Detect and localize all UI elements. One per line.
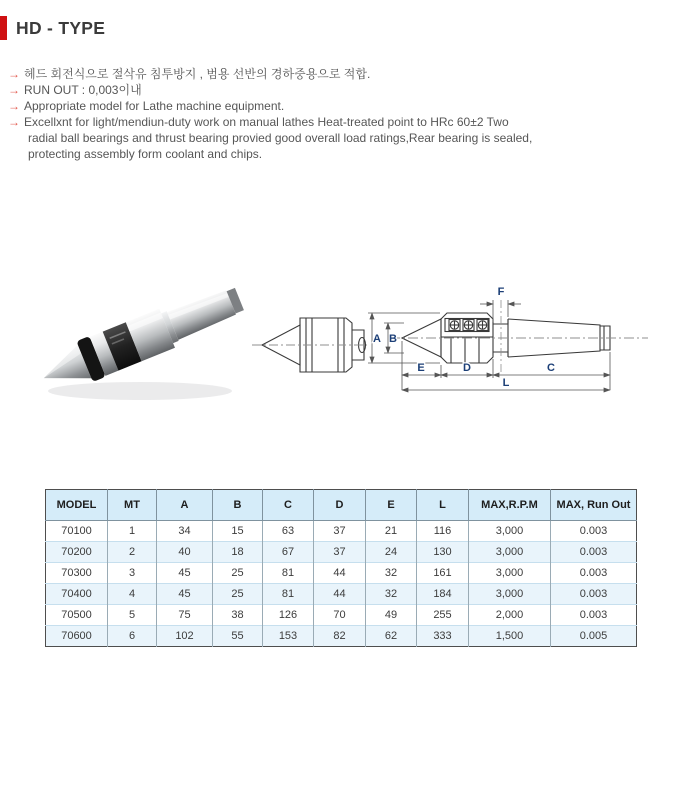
table-cell: 3 (108, 563, 157, 584)
table-cell: 82 (314, 626, 366, 647)
dimension-lines (368, 300, 610, 390)
table-row (46, 605, 637, 626)
table-cell: 1,500 (469, 626, 551, 647)
table-cell: 2 (108, 542, 157, 563)
table-cell: 25 (213, 584, 263, 605)
table-cell: 70200 (46, 542, 108, 563)
arrow-bullet-icon: → (8, 99, 20, 113)
table-cell: 24 (366, 542, 417, 563)
table-cell: 45 (157, 584, 213, 605)
table-cell: 2,000 (469, 605, 551, 626)
dim-label-b: B (389, 333, 397, 345)
table-cell: 126 (263, 605, 314, 626)
arrow-bullet-icon: → (8, 115, 20, 129)
dim-label-e: E (417, 362, 425, 374)
live-center-photo-group (36, 279, 248, 399)
feature-text: 헤드 회전식으로 절삭유 침투방지 , 범용 선반의 경하중용으로 적합. (24, 67, 371, 81)
table-cell: 0.003 (551, 563, 637, 584)
table-cell: 102 (157, 626, 213, 647)
col-header-c: C (263, 490, 314, 521)
table-cell: 1 (108, 521, 157, 542)
table-cell: 38 (213, 605, 263, 626)
table-cell: 3,000 (469, 542, 551, 563)
table-cell: 184 (417, 584, 469, 605)
table-cell: 0.003 (551, 584, 637, 605)
spec-table (45, 489, 637, 647)
table-cell: 116 (417, 521, 469, 542)
table-cell: 25 (213, 563, 263, 584)
dim-label-d: D (463, 362, 471, 374)
table-cell: 37 (314, 521, 366, 542)
col-header-max-runout: MAX, Run Out (551, 490, 637, 521)
feature-text: Appropriate model for Lathe machine equipment. (24, 99, 285, 113)
table-cell: 37 (314, 542, 366, 563)
feature-text-continued: protecting assembly form coolant and chips. (28, 147, 263, 161)
table-cell: 0.003 (551, 521, 637, 542)
col-header-d: D (314, 490, 366, 521)
arrow-bullet-icon: → (8, 83, 20, 97)
dim-label-f: F (497, 286, 505, 298)
photo-shadow (48, 382, 232, 400)
table-header-row (46, 490, 637, 521)
table-cell: 255 (417, 605, 469, 626)
table-cell: 67 (263, 542, 314, 563)
table-cell: 18 (213, 542, 263, 563)
col-header-e: E (366, 490, 417, 521)
table-cell: 45 (157, 563, 213, 584)
table-cell: 55 (213, 626, 263, 647)
table-cell: 15 (213, 521, 263, 542)
table-cell: 0.003 (551, 542, 637, 563)
table-cell: 40 (157, 542, 213, 563)
table-cell: 130 (417, 542, 469, 563)
table-cell: 3,000 (469, 563, 551, 584)
table-row (46, 521, 637, 542)
table-cell: 70500 (46, 605, 108, 626)
dim-label-a: A (373, 333, 381, 345)
feature-item (8, 116, 670, 129)
table-cell: 70600 (46, 626, 108, 647)
dim-label-c: C (547, 362, 555, 374)
table-row (46, 584, 637, 605)
col-header-l: L (417, 490, 469, 521)
feature-text: RUN OUT : 0,003이내 (24, 83, 142, 97)
col-header-model: MODEL (46, 490, 108, 521)
table-cell: 62 (366, 626, 417, 647)
table-cell: 4 (108, 584, 157, 605)
table-cell: 3,000 (469, 584, 551, 605)
table-cell: 70300 (46, 563, 108, 584)
table-cell: 81 (263, 563, 314, 584)
table-cell: 6 (108, 626, 157, 647)
table-cell: 44 (314, 584, 366, 605)
feature-text: Excellxnt for light/mendiun-duty work on manual lathes Heat-treated point to HRc 60±2 Two (24, 115, 509, 129)
table-cell: 5 (108, 605, 157, 626)
feature-item (8, 68, 670, 81)
feature-item (8, 100, 670, 113)
col-header-mt: MT (108, 490, 157, 521)
table-cell: 70100 (46, 521, 108, 542)
table-cell: 44 (314, 563, 366, 584)
feature-item (8, 84, 670, 97)
feature-list (8, 68, 670, 164)
table-cell: 3,000 (469, 521, 551, 542)
col-header-a: A (157, 490, 213, 521)
product-photo (28, 253, 276, 411)
dim-label-l: L (502, 377, 510, 389)
table-row (46, 542, 637, 563)
table-cell: 32 (366, 584, 417, 605)
spec-table-body (46, 521, 637, 647)
table-cell: 75 (157, 605, 213, 626)
table-cell: 333 (417, 626, 469, 647)
table-cell: 153 (263, 626, 314, 647)
table-cell: 63 (263, 521, 314, 542)
table-cell: 70 (314, 605, 366, 626)
table-cell: 161 (417, 563, 469, 584)
section-header (0, 16, 105, 40)
table-row (46, 626, 637, 647)
red-accent-bar (0, 16, 7, 40)
table-cell: 32 (366, 563, 417, 584)
col-header-max-rpm: MAX,R.P.M (469, 490, 551, 521)
table-cell: 70400 (46, 584, 108, 605)
table-cell: 34 (157, 521, 213, 542)
feature-text-continued: radial ball bearings and thrust bearing provied good overall load ratings,Rear bearing is sealed, (28, 131, 533, 145)
col-header-b: B (213, 490, 263, 521)
table-cell: 0.003 (551, 605, 637, 626)
table-row (46, 563, 637, 584)
page-title: HD - TYPE (16, 17, 106, 38)
arrow-bullet-icon: → (8, 67, 20, 81)
table-cell: 0.005 (551, 626, 637, 647)
table-cell: 49 (366, 605, 417, 626)
table-cell: 21 (366, 521, 417, 542)
dimension-drawing (338, 278, 663, 405)
table-cell: 81 (263, 584, 314, 605)
